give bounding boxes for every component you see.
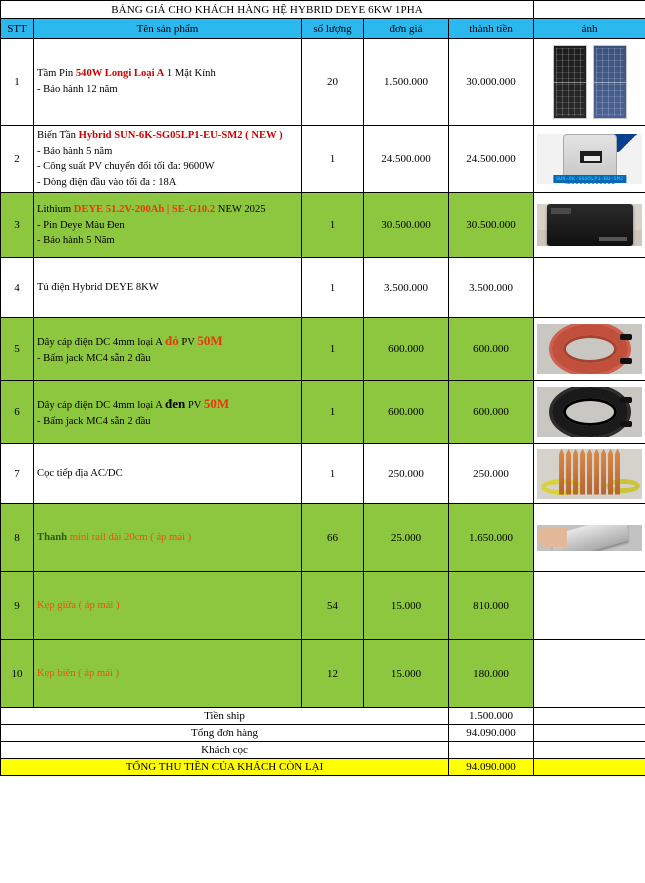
- product-name-part: Biến Tần: [37, 130, 79, 141]
- table-header-row: [1, 19, 645, 39]
- unit-price-cell: 600.000: [364, 381, 449, 444]
- row-index-cell: 1: [1, 39, 34, 126]
- unit-price-cell: 30.500.000: [364, 193, 449, 258]
- row-index-cell: 3: [1, 193, 34, 258]
- solar-panels-photo: [537, 41, 642, 123]
- row-index-cell: 10: [1, 640, 34, 708]
- quantity-cell: 12: [302, 640, 364, 708]
- product-detail-line: - Công suất PV chuyển đổi tối đa: 9600W: [37, 161, 215, 173]
- unit-price-cell: 600.000: [364, 318, 449, 381]
- table-row: [1, 640, 645, 708]
- product-detail-line: - Dòng điện đầu vào tối đa : 18A: [37, 176, 177, 188]
- product-name-cell: [34, 318, 302, 381]
- product-detail-line: - Bấm jack MC4 sẵn 2 đầu: [37, 415, 151, 427]
- table-row: [1, 39, 645, 126]
- product-name-part: mini rail dài 20cm ( áp mái ): [69, 531, 192, 543]
- product-image-cell: [534, 504, 645, 572]
- quantity-cell: 54: [302, 572, 364, 640]
- summary-row: [1, 759, 645, 776]
- product-image-cell: [534, 258, 645, 318]
- line-total-cell: 180.000: [449, 640, 534, 708]
- line-total-cell: 810.000: [449, 572, 534, 640]
- table-row: [1, 318, 645, 381]
- line-total-cell: 30.500.000: [449, 193, 534, 258]
- product-detail-line: - Bảo hành 5 Năm: [37, 234, 115, 246]
- product-image-cell: [534, 444, 645, 504]
- table-row: [1, 381, 645, 444]
- row-index-cell: 8: [1, 504, 34, 572]
- unit-price-cell: 1.500.000: [364, 39, 449, 126]
- row-index-cell: 7: [1, 444, 34, 504]
- line-total-cell: 600.000: [449, 381, 534, 444]
- summary-label: TỔNG THU TIỀN CỦA KHÁCH CÒN LẠI: [1, 759, 449, 776]
- product-name-cell: [34, 504, 302, 572]
- unit-price-cell: 15.000: [364, 572, 449, 640]
- product-name-cell: [34, 640, 302, 708]
- product-image-cell: [534, 318, 645, 381]
- table-row: [1, 258, 645, 318]
- summary-value: 1.500.000: [449, 708, 534, 725]
- product-name-part: Tầm Pin: [37, 68, 76, 80]
- row-index-cell: 4: [1, 258, 34, 318]
- summary-row: [1, 725, 645, 742]
- row-index-cell: 2: [1, 126, 34, 193]
- quantity-cell: 1: [302, 318, 364, 381]
- unit-price-cell: 25.000: [364, 504, 449, 572]
- product-name-cell: [34, 126, 302, 193]
- quantity-cell: 66: [302, 504, 364, 572]
- unit-price-cell: 250.000: [364, 444, 449, 504]
- product-name-part: Dây cáp điện DC 4mm loại A: [37, 336, 165, 348]
- quantity-cell: 1: [302, 444, 364, 504]
- product-name-part: DEYE 51.2V-200Ah | SE-G10.2: [73, 203, 216, 215]
- product-image-cell: [534, 39, 645, 126]
- product-name-part: 1 Mặt Kính: [164, 68, 216, 80]
- summary-blank-cell: [534, 759, 645, 776]
- summary-label: Tổng đơn hàng: [1, 725, 449, 742]
- product-name-cell: [34, 193, 302, 258]
- summary-label: Khách cọc: [1, 742, 449, 759]
- product-name-part: 50M: [203, 395, 230, 411]
- product-name-part: 540W Longi Loại A: [75, 68, 165, 80]
- line-total-cell: 1.650.000: [449, 504, 534, 572]
- table-row: [1, 444, 645, 504]
- product-name-cell: [34, 258, 302, 318]
- summary-blank-cell: [534, 708, 645, 725]
- table-row: [1, 193, 645, 258]
- row-index-cell: 6: [1, 381, 34, 444]
- copper-ground-rods-photo: [537, 449, 642, 499]
- product-image-cell: [534, 640, 645, 708]
- page-title: BẢNG GIÁ CHO KHÁCH HÀNG HỆ HYBRID DEYE 6KW 1PHA: [1, 1, 534, 19]
- row-index-cell: 5: [1, 318, 34, 381]
- column-header-image: ảnh: [534, 19, 645, 39]
- row-index-cell: 9: [1, 572, 34, 640]
- product-name-part: Hybrid SUN-6K-SG05LP1-EU-SM2 ( NEW ): [78, 130, 283, 141]
- product-name-part: Tủ điện Hybrid DEYE 8KW: [37, 281, 159, 293]
- unit-price-cell: 3.500.000: [364, 258, 449, 318]
- quantity-cell: 1: [302, 126, 364, 193]
- product-detail-line: - Bảo hành 12 năm: [37, 84, 118, 96]
- product-name-part: NEW 2025: [215, 203, 266, 215]
- unit-price-cell: 24.500.000: [364, 126, 449, 193]
- product-image-cell: [534, 193, 645, 258]
- product-detail-line: - Pin Deye Màu Đen: [37, 219, 125, 231]
- line-total-cell: 600.000: [449, 318, 534, 381]
- column-header-qty: số lượng: [302, 19, 364, 39]
- line-total-cell: 3.500.000: [449, 258, 534, 318]
- column-header-stt: STT: [1, 19, 34, 39]
- summary-value: 94.090.000: [449, 759, 534, 776]
- quantity-cell: 1: [302, 381, 364, 444]
- product-name-part: PV: [185, 399, 204, 411]
- summary-row: [1, 742, 645, 759]
- line-total-cell: 30.000.000: [449, 39, 534, 126]
- table-body: [1, 1, 645, 776]
- product-name-part: Dây cáp điện DC 4mm loại A: [37, 399, 165, 411]
- red-dc-cable-coil-photo: [537, 324, 642, 374]
- product-name-part: Kẹp giữa ( áp mái ): [37, 599, 120, 611]
- product-name-part: 50M: [197, 332, 223, 348]
- product-detail-line: - Bấm jack MC4 sẵn 2 đầu: [37, 352, 151, 364]
- hybrid-inverter-photo: SUN-6K-SG05LP1-EU-SM2: [537, 134, 642, 184]
- unit-price-cell: 15.000: [364, 640, 449, 708]
- column-header-total: thành tiền: [449, 19, 534, 39]
- table-row: [1, 126, 645, 193]
- product-name-part: đỏ: [165, 332, 179, 348]
- summary-value: [449, 742, 534, 759]
- table-row: [1, 572, 645, 640]
- product-name-cell: [34, 572, 302, 640]
- product-image-cell: [534, 572, 645, 640]
- lithium-battery-photo: [537, 204, 642, 246]
- summary-row: [1, 708, 645, 725]
- product-name-part: đen: [165, 395, 186, 411]
- quantity-cell: 20: [302, 39, 364, 126]
- column-header-price: đơn giá: [364, 19, 449, 39]
- summary-value: 94.090.000: [449, 725, 534, 742]
- title-row: [1, 1, 645, 19]
- product-name-part: Cọc tiếp địa AC/DC: [37, 467, 123, 479]
- summary-blank-cell: [534, 742, 645, 759]
- quantity-cell: 1: [302, 193, 364, 258]
- black-dc-cable-coil-photo: [537, 387, 642, 437]
- product-image-cell: [534, 126, 645, 193]
- product-image-cell: [534, 381, 645, 444]
- summary-blank-cell: [534, 725, 645, 742]
- product-name-part: Lithium: [37, 203, 74, 215]
- product-name-part: Thanh: [37, 531, 70, 543]
- mini-rail-photo: [537, 525, 642, 551]
- line-total-cell: 24.500.000: [449, 126, 534, 193]
- product-name-cell: [34, 381, 302, 444]
- table-row: [1, 504, 645, 572]
- product-name-cell: [34, 39, 302, 126]
- product-name-part: PV: [178, 336, 198, 348]
- line-total-cell: 250.000: [449, 444, 534, 504]
- product-detail-line: - Bảo hành 5 năm: [37, 145, 113, 157]
- summary-label: Tiền ship: [1, 708, 449, 725]
- product-name-cell: [34, 444, 302, 504]
- column-header-name: Tên sản phẩm: [34, 19, 302, 39]
- title-blank-cell: [534, 1, 645, 19]
- product-name-part: Kẹp biên ( áp mái ): [37, 667, 120, 679]
- quantity-cell: 1: [302, 258, 364, 318]
